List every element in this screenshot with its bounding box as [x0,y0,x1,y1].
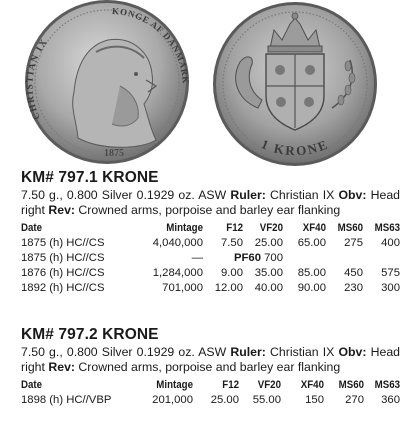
obverse-value: Head right [21,345,401,375]
obverse-date: 1875 [104,148,124,159]
catalog-entry-797-2 [21,325,400,408]
obverse-label: Obv: [338,188,367,202]
reverse-label: Rev: [48,203,75,218]
weight-spec: 7.50 g., 0.800 Silver 0.1929 oz. ASW [21,345,227,359]
header-ms60: MS60 [338,379,364,392]
coin-images [0,0,409,168]
header-ms60: MS60 [337,222,363,235]
header-f12: F12 [222,379,239,392]
catalog-entry-797-1 [21,168,400,296]
reverse-value: Crowned arms, porpoise and barley ear flanking [78,203,341,218]
entry-title: KM# 797.2 KRONE [21,326,159,343]
cell-date: 1876 (h) HC//CS [21,267,105,280]
cell-mintage: 1,284,000 [152,267,203,280]
table-row [21,393,400,408]
cell-vf20: 25.00 [254,237,283,250]
cell-ms63: 360 [381,394,400,407]
cell-xf40: 150 [305,394,324,407]
table-row [21,236,400,251]
cell-mintage: 4,040,000 [152,237,203,250]
reverse-value: Crowned arms, porpoise and barley ear flanking [78,360,341,375]
obverse-label: Obv: [338,345,367,359]
cell-xf40: 85.00 [297,267,326,280]
cell-ms60: 450 [344,267,363,280]
entry-title: KM# 797.1 KRONE [21,169,159,186]
obverse-legend-left: CHRISTIAN IX [25,37,51,121]
header-date: Date [21,222,43,235]
cell-date: 1875 (h) HC//CS [21,237,105,250]
cell-ms60: 270 [345,394,364,407]
coin-reverse [213,2,377,166]
reverse-denomination: 1 KRONE [259,136,331,159]
proof-grade-label: PF60 [233,252,261,265]
cell-empty [283,251,326,266]
cell-f12: 7.50 [221,237,243,250]
coin-obverse [25,0,191,164]
cell-empty [363,251,400,266]
header-mintage: Mintage [166,222,203,235]
cell-vf20: 40.00 [254,282,283,295]
cell-mintage: 701,000 [162,282,203,295]
table-row [21,281,400,296]
cell-mintage: — [191,252,203,265]
cell-vf20: 55.00 [252,394,281,407]
header-date: Date [21,379,43,392]
cell-f12: 12.00 [214,282,243,295]
cell-f12: 9.00 [221,267,243,280]
mintage-table [21,378,400,408]
coin-photos [0,0,409,168]
weight-spec: 7.50 g., 0.800 Silver 0.1929 oz. ASW [21,188,227,202]
cell-empty [326,251,363,266]
cell-ms63: 300 [381,282,400,295]
header-xf40: XF40 [300,379,324,392]
ruler-value: Christian IX [270,188,335,202]
mintage-table [21,221,400,296]
obverse-value: Head right [21,188,401,218]
header-f12: F12 [226,222,243,235]
table-header-row [21,378,400,393]
cell-proof [203,251,283,266]
cell-ms60: 275 [344,237,363,250]
cell-ms63: 575 [381,267,400,280]
cell-date: 1898 (h) HC//VBP [21,394,112,407]
ruler-value: Christian IX [270,345,335,359]
ruler-label: Ruler: [230,345,266,359]
table-row [21,266,400,281]
table-header-row [21,221,400,236]
cell-ms63: 400 [381,237,400,250]
header-ms63: MS63 [374,222,400,235]
table-row [21,251,400,266]
header-vf20: VF20 [259,222,283,235]
cell-date: 1892 (h) HC//CS [21,282,105,295]
cell-f12: 25.00 [210,394,239,407]
header-xf40: XF40 [302,222,326,235]
header-vf20: VF20 [257,379,281,392]
cell-xf40: 90.00 [297,282,326,295]
header-ms63: MS63 [374,379,400,392]
cell-date: 1875 (h) HC//CS [21,252,105,265]
cell-ms60: 230 [344,282,363,295]
entry-description [21,345,400,376]
ruler-label: Ruler: [230,188,266,202]
entry-description [21,188,400,219]
header-mintage: Mintage [156,379,193,392]
cell-mintage: 201,000 [152,394,193,407]
proof-grade-value: 700 [264,252,283,265]
cell-xf40: 65.00 [297,237,326,250]
reverse-label: Rev: [48,360,75,375]
cell-vf20: 35.00 [254,267,283,280]
obverse-legend-right: KONGE AF DANMARK [111,5,191,85]
